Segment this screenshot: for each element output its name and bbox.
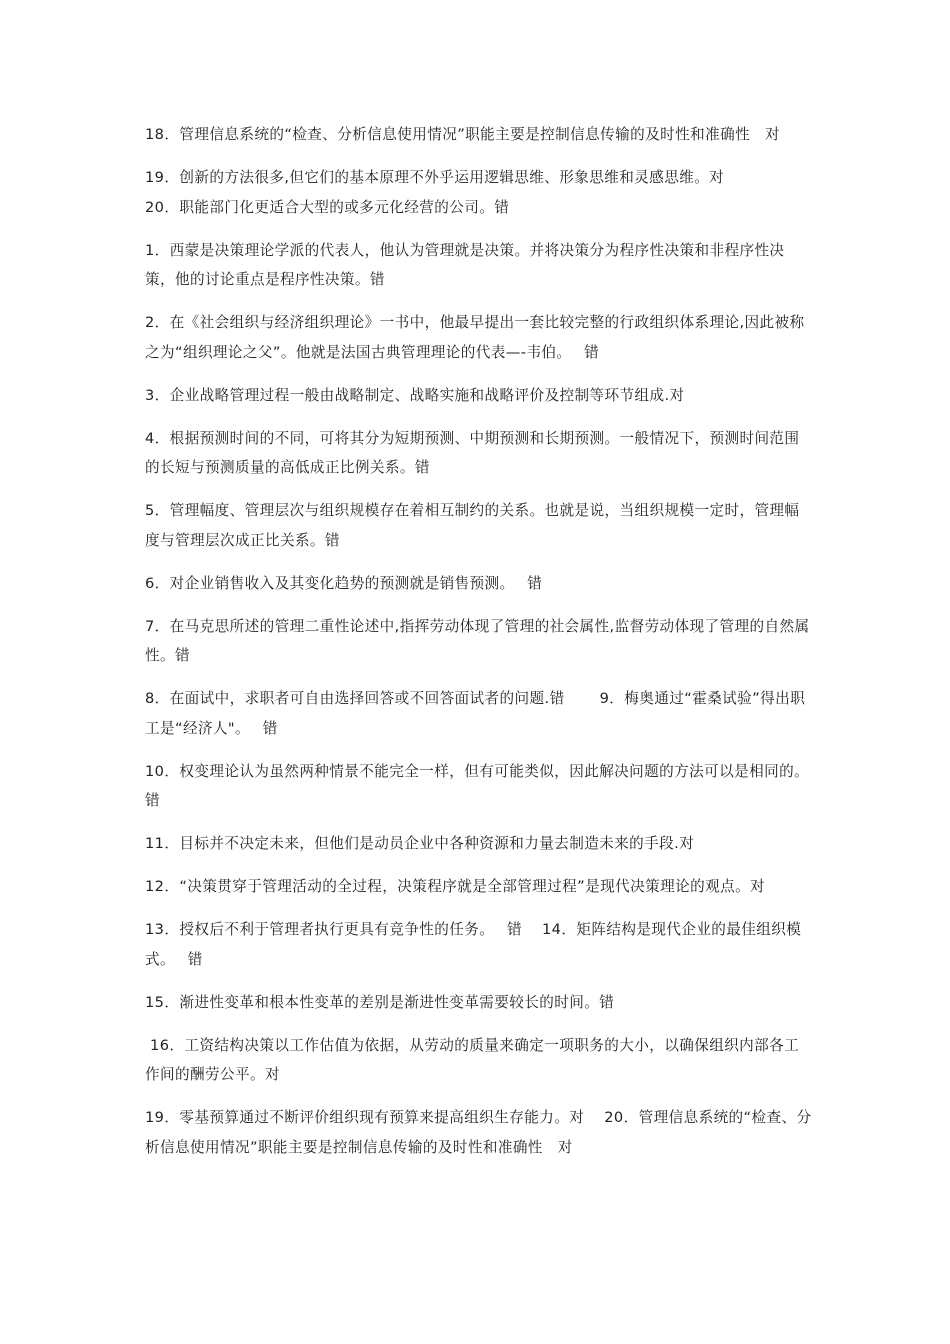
paragraph-5: 5．管理幅度、管理层次与组织规模存在着相互制约的关系。也就是说，当组织规模一定时，管理幅度与管理层次成正比关系。错 xyxy=(145,502,800,549)
paragraph-16: 16．工资结构决策以工作估值为依据，从劳动的质量来确定一项职务的大小，以确保组织内部各工作间的酬劳公平。对 xyxy=(145,1036,800,1083)
paragraph-q20: 20．职能部门化更适合大型的或多元化经营的公司。错 xyxy=(145,198,510,216)
paragraph-q19: 19．创新的方法很多,但它们的基本原理不外乎运用逻辑思维、形象思维和灵感思维。对 xyxy=(145,169,725,186)
document-body xyxy=(145,120,813,1176)
paragraph-15: 15．渐进性变革和根本性变革的差别是渐进性变革需要较长的时间。错 xyxy=(145,993,615,1011)
paragraph-12: 12．“决策贯穿于管理活动的全过程，决策程序就是全部管理过程”是现代决策理论的观点。对 xyxy=(145,878,766,895)
paragraph-1: 1．西蒙是决策理论学派的代表人，他认为管理就是决策。并将决策分为程序性决策和非程序性决策，他的讨论重点是程序性决策。错 xyxy=(145,241,785,288)
paragraph-19-20: 19．零基预算通过不断评价组织现有预算来提高组织生存能力。对 20．管理信息系统的“检查、分析信息使用情况”职能主要是控制信息传输的及时性和准确性 对 xyxy=(145,1109,812,1156)
paragraph-13-14: 13．授权后不利于管理者执行更具有竞争性的任务。 错 14．矩阵结构是现代企业的最佳组织模式。 错 xyxy=(145,921,802,968)
paragraph-7: 7．在马克思所述的管理二重性论述中,指挥劳动体现了管理的社会属性,监督劳动体现了管理的自然属性。错 xyxy=(145,617,810,664)
paragraph-8-9: 8．在面试中，求职者可自由选择回答或不回答面试者的问题.错 9．梅奥通过“霍桑试验”得出职工是“经济人"。 错 xyxy=(145,690,806,737)
paragraph-6: 6．对企业销售收入及其变化趋势的预测就是销售预测。 错 xyxy=(145,574,543,592)
paragraph-q18: 18．管理信息系统的“检查、分析信息使用情况”职能主要是控制信息传输的及时性和准确性 对 xyxy=(145,126,781,143)
paragraph-10: 10．权变理论认为虽然两种情景不能完全一样，但有可能类似，因此解决问题的方法可以是相同的。错 xyxy=(145,762,810,809)
paragraph-4: 4．根据预测时间的不同，可将其分为短期预测、中期预测和长期预测。一般情况下，预测时间范围的长短与预测质量的高低成正比例关系。错 xyxy=(145,429,800,476)
paragraph-3: 3．企业战略管理过程一般由战略制定、战略实施和战略评价及控制等环节组成.对 xyxy=(145,386,685,404)
paragraph-2: 2．在《社会组织与经济组织理论》一书中，他最早提出一套比较完整的行政组织体系理论,因此被称之为“组织理论之父”。他就是法国古典管理理论的代表—-韦伯。 错 xyxy=(145,314,805,361)
paragraph-11: 11．目标并不决定未来，但他们是动员企业中各种资源和力量去制造未来的手段.对 xyxy=(145,835,695,852)
